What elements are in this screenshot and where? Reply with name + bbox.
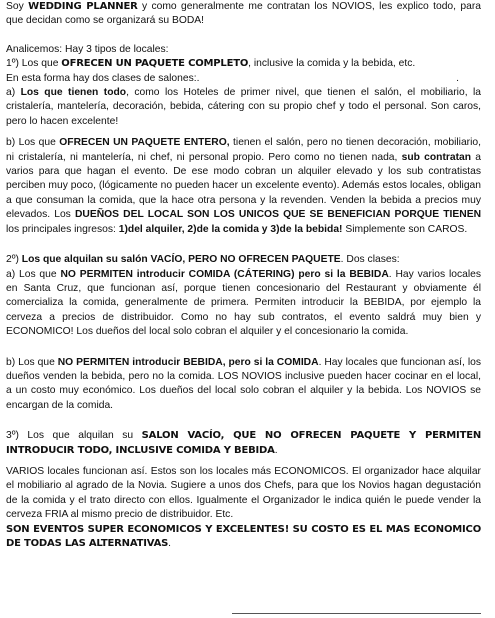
analysis-heading: Analicemos: Hay 3 tipos de locales: (6, 43, 169, 55)
section-3-paragraph: VARIOS locales funcionan así. Estos son los locales más ECONOMICOS. El organizador hace alquilar el mobiliario al agrado de la Novia. Sugiere a unos dos Chefs, para que los Novios hagan degustación de la comida y el trato directo con ellos. Igualmente el Organizador le indica quién le puede vender la cerveza FRIA al mismo precio de distribuidor. Etc. (6, 465, 481, 521)
section-3-heading: 3º) Los que alquilan su SALON VACÍO, QUE NO OFRECEN PAQUETE Y PERMITEN INTRODUCIR TODO, INCLUSIVE COMIDA Y BEBIDA. (6, 430, 481, 456)
section-2b-paragraph: b) Los que NO PERMITEN introducir BEBIDA, pero si la COMIDA. Hay locales que funcionan así, los dueños venden la bebida, pero no la comida. LOS NOVIOS inclusive pueden hacer cocinar en el local, a un costo muy económico. Los dueños del local solo cobran el alquiler y la bebida. Los NOVIOS se encargan de la comida. (6, 356, 481, 411)
section-2a-paragraph: a) Los que NO PERMITEN introducir COMIDA (CÁTERING) pero si la BEBIDA. Hay varios locales en Santa Cruz, que funcionan así, porque tienen concesionario del Restaurant y obviamente él comercializa la comida, generalmente de primera. Permiten introducir la BEBIDA, por ejemplo la cerveza a precios de distribuidor. Como no hay sub contratos, el evento saldrá muy bien y ECONOMICO! Los dueños del local solo cobran el alquiler y el concesionario la comida. (6, 268, 481, 338)
section-2-heading: 2º) Los que alquilan su salón VACÍO, PERO NO OFRECEN PAQUETE. Dos clases: (6, 254, 400, 266)
section-1-subheading: En esta forma hay dos clases de salones:. . (6, 72, 459, 84)
section-1a-paragraph: a) Los que tienen todo, como los Hoteles de primer nivel, que tienen el salón, el mobiliario, la cristalería, mantelería, decoración, bebida, cátering con su propio chef y todo el personal. Son caros, pero lo hacen excelente! (6, 87, 481, 127)
section-1-heading: 1º) Los que OFRECEN UN PAQUETE COMPLETO, inclusive la comida y la bebida, etc. (6, 58, 416, 70)
wedding-planner-emphasis: WEDDING PLANNER (28, 1, 138, 12)
footer-rule (232, 613, 481, 614)
intro-paragraph: Soy WEDDING PLANNER y como generalmente me contratan los NOVIOS, les explico todo, para que decidan como se organizará su BODA! (6, 1, 481, 27)
closing-statement: SON EVENTOS SUPER ECONOMICOS Y EXCELENTES! SU COSTO ES EL MAS ECONOMICO DE TODAS LAS ALTERNATIVAS. (6, 523, 481, 549)
section-1b-paragraph: b) Los que OFRECEN UN PAQUETE ENTERO, tienen el salón, pero no tienen decoración, mobiliario, ni cristalería, ni mantelería, ni chef, ni personal propio. Pero como no tienen nada, sub contratan a varios para que hagan el evento. De ese modo cobran un alquiler elevado y los sub contratistas perciben muy poco, (lógicamente no pueden hacer un excelente evento). Además estos locales, obligan a que consuman la comida, que la hace otra persona y la revenden. Venden la bebida a precios muy elevados. Los DUEÑOS DEL LOCAL SON LOS UNICOS QUE SE BENEFICIAN PORQUE TIENEN los principales ingresos: 1)del alquiler, 2)de la comida y 3)de la bebida! Simplemente son CAROS. (6, 137, 482, 235)
